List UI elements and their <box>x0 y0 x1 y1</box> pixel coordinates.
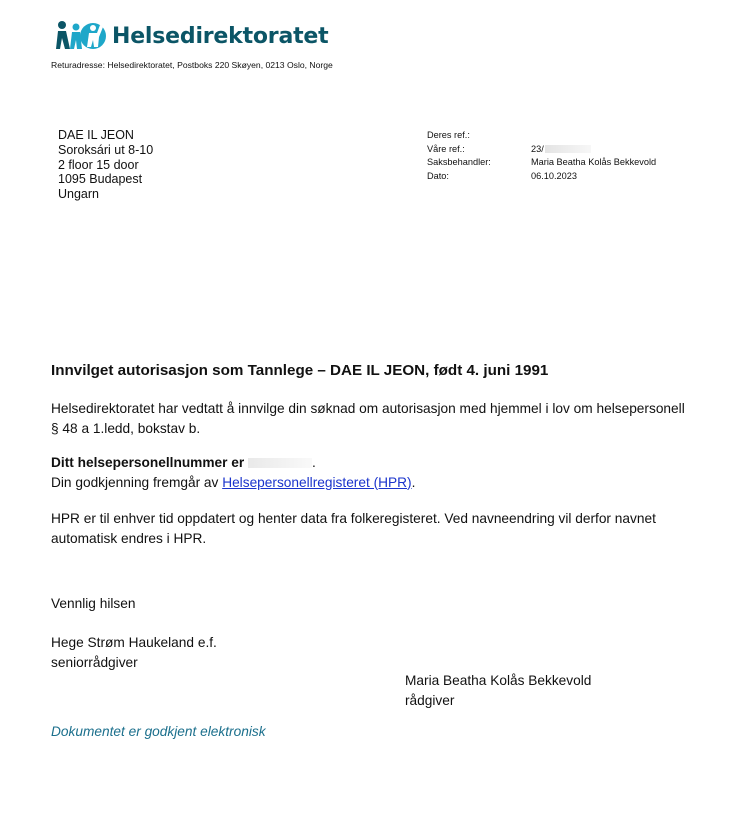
signer-2 <box>405 671 591 710</box>
signer-2-title: rådgiver <box>405 692 455 708</box>
letter-title: Innvilget autorisasjon som Tannlege – DAE IL JEON, født 4. juni 1991 <box>51 362 549 379</box>
dato-label: Dato: <box>427 170 449 181</box>
paragraph-hpr <box>51 453 691 492</box>
paragraph-decision: Helsedirektoratet har vedtatt å innvilge din søknad om autorisasjon med hjemmel i lov om helsepersonell § 48 a 1.ledd, bokstav b. <box>51 401 685 436</box>
signer-1 <box>51 633 217 672</box>
logo-text: Helsedirektoratet <box>112 23 329 49</box>
approval-prefix: Din godkjenning fremgår av <box>51 474 223 490</box>
greeting: Vennlig hilsen <box>51 596 136 611</box>
signer-1-name: Hege Strøm Haukeland e.f. <box>51 635 217 650</box>
recipient-country: Ungarn <box>58 187 99 202</box>
ref-row-deres <box>427 129 656 143</box>
signer-1-title: seniorrådgiver <box>51 654 138 670</box>
signer-2-name: Maria Beatha Kolås Bekkevold <box>405 673 592 688</box>
ref-row-dato <box>427 170 656 184</box>
recipient-street: Soroksári ut 8-10 <box>58 142 154 157</box>
reference-block <box>427 129 656 183</box>
ref-row-vare <box>427 143 656 157</box>
electronic-approval-note: Dokumentet er godkjent elektronisk <box>51 724 266 739</box>
dato-value: 06.10.2023 <box>531 170 577 181</box>
redacted-reference <box>545 145 591 153</box>
vare-ref-label: Våre ref.: <box>427 143 465 154</box>
recipient-address <box>58 128 153 202</box>
helsedirektoratet-logo-icon <box>56 19 106 53</box>
recipient-city: 1095 Budapest <box>58 172 143 187</box>
ref-row-saksbehandler <box>427 156 656 170</box>
vare-ref-value: 23/ <box>531 143 544 154</box>
hpr-number-label: Ditt helsepersonellnummer er <box>51 455 245 470</box>
saksbehandler-label: Saksbehandler: <box>427 157 491 168</box>
paragraph-info: HPR er til enhver tid oppdatert og henter data fra folkeregisteret. Ved navneendring vil derfor navnet automatisk endres i HPR. <box>51 511 656 546</box>
logo <box>56 18 328 54</box>
deres-ref-label: Deres ref.: <box>427 130 470 140</box>
redacted-hpr-number <box>248 458 312 468</box>
recipient-floor: 2 floor 15 door <box>58 157 139 172</box>
recipient-name: DAE IL JEON <box>58 128 134 142</box>
saksbehandler-value: Maria Beatha Kolås Bekkevold <box>531 157 657 168</box>
hpr-register-link[interactable]: Helsepersonellregisteret (HPR) <box>222 474 412 490</box>
return-address: Returadresse: Helsedirektoratet, Postboks 220 Skøyen, 0213 Oslo, Norge <box>51 60 333 70</box>
hpr-number-end: . <box>312 455 316 470</box>
approval-suffix: . <box>411 474 416 490</box>
